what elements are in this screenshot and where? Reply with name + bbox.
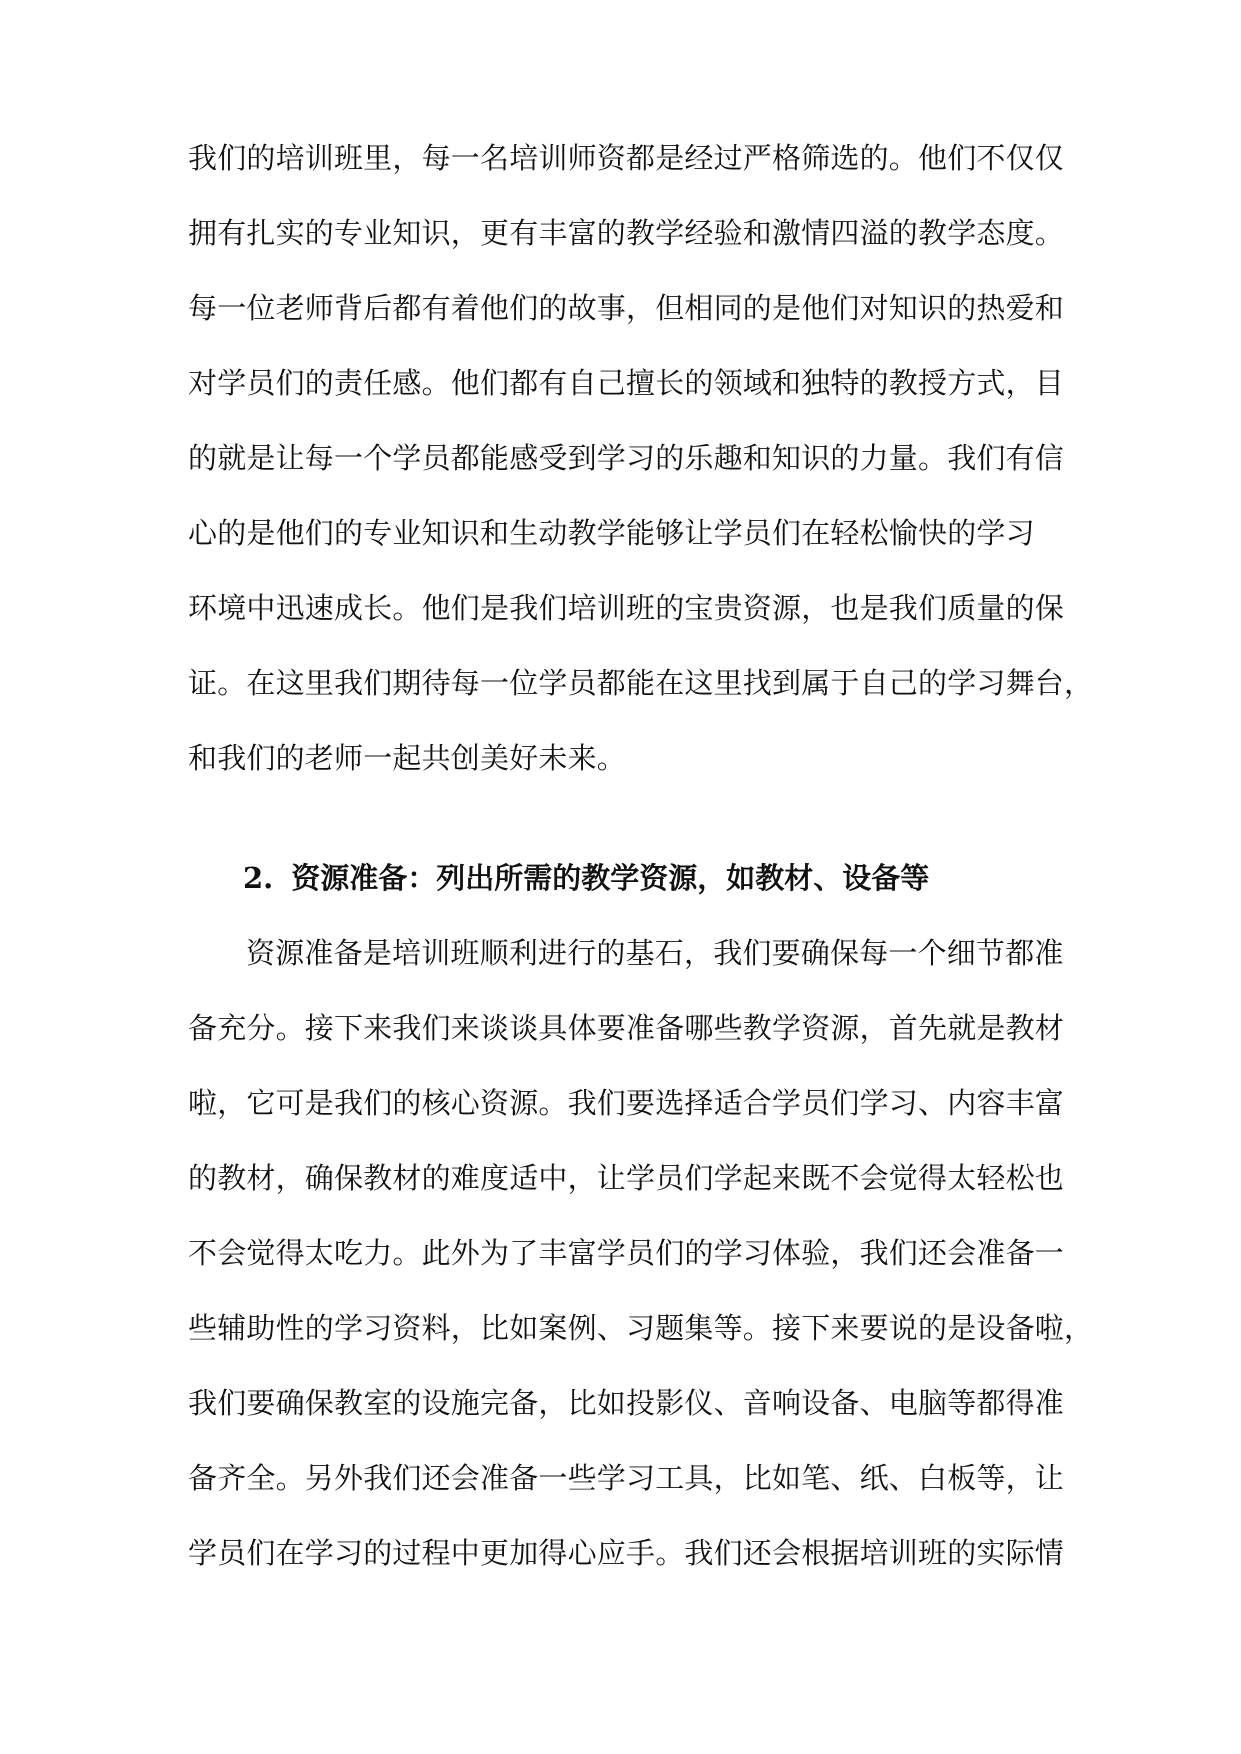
- paragraph-1-line-2: 拥有扎实的专业知识，更有丰富的教学经验和激情四溢的教学态度。: [188, 216, 1065, 250]
- paragraph-1-line-1: 我们的培训班里，每一名培训师资都是经过严格筛选的。他们不仅仅: [188, 141, 1065, 175]
- paragraph-2-line-4: 的教材，确保教材的难度适中，让学员们学起来既不会觉得太轻松也: [188, 1161, 1065, 1195]
- section-number: 2.: [243, 861, 274, 895]
- paragraph-1-line-6: 心的是他们的专业知识和生动教学能够让学员们在轻松愉快的学习: [188, 516, 1035, 550]
- paragraph-1-line-8: 证。在这里我们期待每一位学员都能在这里找到属于自己的学习舞台，: [188, 666, 1094, 700]
- paragraph-2-line-6: 些辅助性的学习资料，比如案例、习题集等。接下来要说的是设备啦，: [188, 1311, 1094, 1345]
- paragraph-1-line-5: 的就是让每一个学员都能感受到学习的乐趣和知识的力量。我们有信: [188, 441, 1065, 475]
- paragraph-2-line-3: 啦，它可是我们的核心资源。我们要选择适合学员们学习、内容丰富: [188, 1086, 1065, 1120]
- section-heading: [243, 858, 929, 898]
- paragraph-2-line-1: 资源准备是培训班顺利进行的基石，我们要确保每一个细节都准: [246, 936, 1064, 970]
- paragraph-1-line-3: 每一位老师背后都有着他们的故事，但相同的是他们对知识的热爱和: [188, 291, 1065, 325]
- paragraph-2-line-2: 备充分。接下来我们来谈谈具体要准备哪些教学资源，首先就是教材: [188, 1011, 1065, 1045]
- paragraph-2-line-5: 不会觉得太吃力。此外为了丰富学员们的学习体验，我们还会准备一: [188, 1236, 1065, 1270]
- paragraph-2-line-9: 学员们在学习的过程中更加得心应手。我们还会根据培训班的实际情: [188, 1536, 1065, 1570]
- section-title: 资源准备：列出所需的教学资源，如教材、设备等: [291, 861, 930, 895]
- paragraph-2-line-7: 我们要确保教室的设施完备，比如投影仪、音响设备、电脑等都得准: [188, 1386, 1065, 1420]
- paragraph-1-line-7: 环境中迅速成长。他们是我们培训班的宝贵资源，也是我们质量的保: [188, 591, 1065, 625]
- paragraph-2-line-8: 备齐全。另外我们还会准备一些学习工具，比如笔、纸、白板等，让: [188, 1461, 1065, 1495]
- paragraph-1-line-4: 对学员们的责任感。他们都有自己擅长的领域和独特的教授方式，目: [188, 366, 1065, 400]
- paragraph-1-line-9: 和我们的老师一起共创美好未来。: [188, 741, 627, 775]
